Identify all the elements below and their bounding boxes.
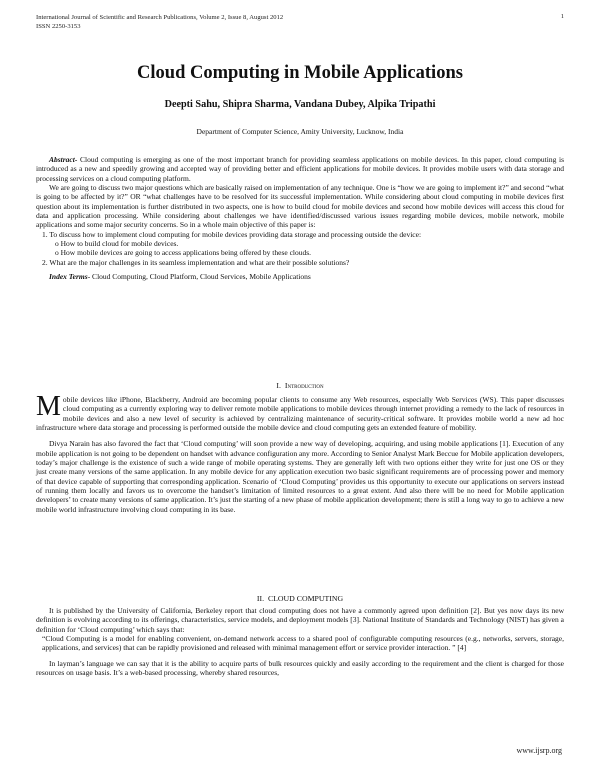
drop-cap: M <box>36 391 61 422</box>
section-numeral: I. <box>276 381 281 390</box>
intro-paragraph-2: Divya Narain has also favored the fact that ‘Cloud computing’ will soon provide a new way of developing, acquiring, and using mobile applications [1]. Execution of any mobile application is not going to be dependent on handset with advance configuration any more. According to Senior Analyst Mark Beccue for Mobile application developers, today’s major challenge is the existence of such a wide range of mobile operating systems. They are generally left with two options either they write for just one OS or they just create many versions of the same application. In any mobile device for any application execution two basic significant requirements are of processing power and memory of that device capable of supporting that corresponding application. Scenario of ‘Cloud Computing’ provides us this opportunity to execute our applications on servers instead of running them locally and favors us to overcome the handset’s limitation of limited resources to a great extent. And also there will be no need for Mobile application developers’ to create many versions of same application. It’s just the starting of a new phase of mobile application development; there is still a long way to go to achieve a new mobile world infrastructure involving cloud computing in its base. <box>36 439 564 514</box>
cloud-paragraph-1: It is published by the University of California, Berkeley report that cloud computing does not have a commonly agreed upon definition [2]. But yes now days its new definition is evolving according to its offerings, characteristics, service models, and deployment models [3]. National Institute of Standards and Technology (NIST) has given a definition for ‘Cloud computing’ which says that: <box>36 606 564 634</box>
section-title: CLOUD COMPUTING <box>267 594 344 603</box>
section-title: Introduction <box>284 381 324 390</box>
page-number: 1 <box>560 13 564 20</box>
section-heading-cloud-computing <box>0 594 600 603</box>
cloud-paragraph-2: In layman’s language we can say that it is the ability to acquire parts of bulk resources quickly and easily according to the requirement and the client is charged for those resources on usage basis. It’s a web-based processing, whereby shared resources, <box>36 658 564 678</box>
objective-subitem-1: o How to build cloud for mobile devices. <box>55 239 179 249</box>
introduction-body <box>36 391 564 514</box>
abstract-paragraph-2: We are going to discuss two major questions which are basically raised on implementation of any technique. One is “how we are going to implement it?” and second “what is going to be affected by it?” OR “what challenges have to be resolved for its successful implementation. While considering about cloud computing in mobile devices first question about its implementation is further distributed in two aspects, one is how to build cloud for mobile devices and second how mobile devices will access this cloud for data and application processing. While considering about challenges we have identified/discussed various issues regarding mobile devices, mobile network, mobile applications and some major security concerns. So in a whole main objective of this paper is: <box>36 183 564 230</box>
intro-paragraph-1 <box>36 391 564 433</box>
index-terms-label: Index Terms <box>49 272 88 282</box>
issn-line: ISSN 2250-3153 <box>36 23 81 30</box>
author-list: Deepti Sahu, Shipra Sharma, Vandana Dubey, Alpika Tripathi <box>164 99 436 110</box>
objective-item-1: 1. To discuss how to implement cloud computing for mobile devices providing data storage and processing outside the device: <box>42 229 422 239</box>
abstract-block <box>36 155 564 281</box>
nist-definition-quote: “Cloud Computing is a model for enabling convenient, on-demand network access to a shared pool of configurable computing resources (e.g., networks, servers, storage, applications, and services) that can be rapidly provisioned and released with minimal management effort or service provider interaction. ” [4] <box>42 634 564 653</box>
abstract-label: Abstract- <box>49 155 78 164</box>
index-terms <box>36 272 564 281</box>
index-terms-text: - Cloud Computing, Cloud Platform, Cloud Services, Mobile Applications <box>87 272 311 282</box>
affiliation: Department of Computer Science, Amity University, Lucknow, India <box>196 127 404 136</box>
section-heading-introduction <box>0 381 600 390</box>
paper-title: Cloud Computing in Mobile Applications <box>137 63 463 83</box>
cloud-computing-body <box>36 606 564 677</box>
running-header <box>36 13 283 31</box>
footer-url: www.ijsrp.org <box>516 746 562 755</box>
intro-paragraph-1-text: obile devices like iPhone, Blackberry, Android are becoming popular clients to consume any Web resources, especially Web Services (WS). This paper discusses cloud computing as a currently exploring way to deliver remote mobile applications to mobile devices through internet providing a remedy to the lack of resources in mobile devices and also a new level of security is achieved by centralizing maintenance of security-critical software. It provides mobile world a new ad hoc infrastructure where data storage and processing is performed outside the mobile device and cloud computing gets an extended feature of mobility. <box>36 395 564 433</box>
objective-subitem-2: o How mobile devices are going to access applications being offered by these clouds. <box>55 248 312 258</box>
journal-line: International Journal of Scientific and Research Publications, Volume 2, Issue 8, August 2012 <box>36 14 284 21</box>
abstract-paragraph <box>36 155 564 183</box>
section-numeral: II. <box>256 594 265 603</box>
abstract-text: Cloud computing is emerging as one of the most important branch for providing seamless applications on mobile devices. In this paper, cloud computing is introduced as a new and speedily growing and accepted way of providing better and efficient applications for mobile devices. It provides mobile users with data storage and processing services on a cloud computing platform. <box>36 155 564 183</box>
objective-item-2: 2. What are the major challenges in its seamless implementation and what are their possible solutions? <box>42 257 350 267</box>
